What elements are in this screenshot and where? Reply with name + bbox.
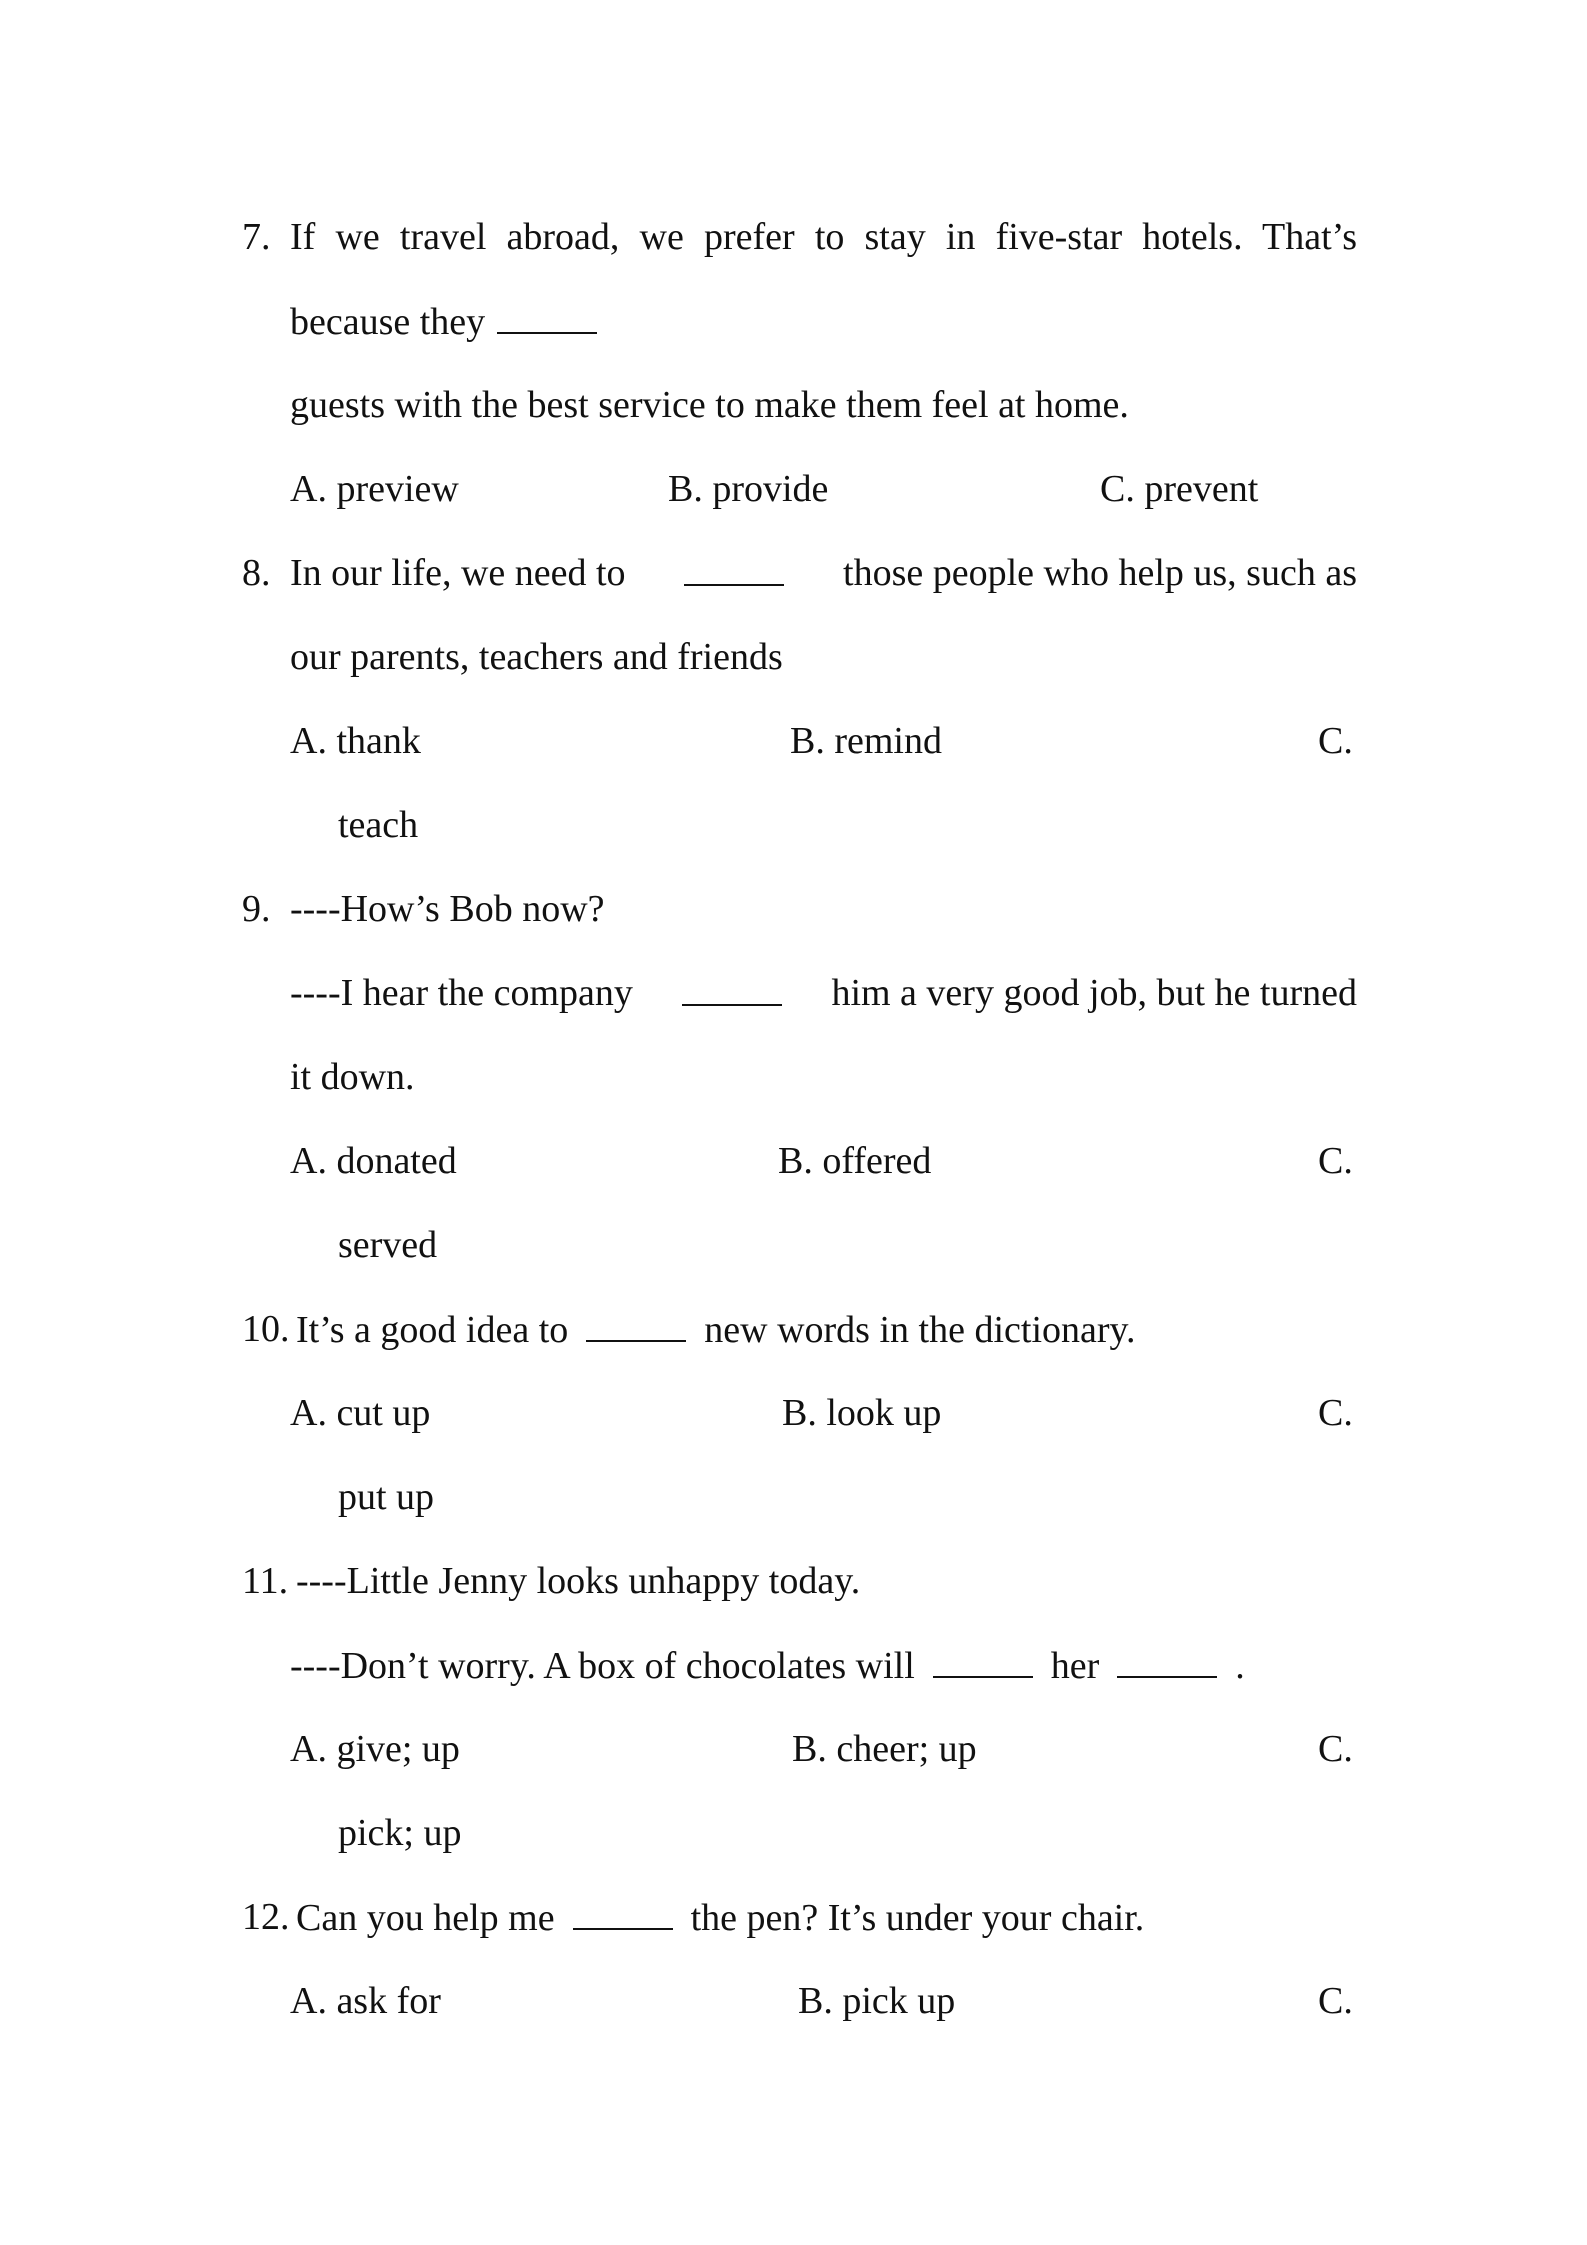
option-a: A. give; up: [290, 1728, 460, 1770]
answer-blank: [586, 1310, 686, 1342]
option-c-text: teach: [338, 804, 419, 846]
question-text-before: ----Don’t worry. A box of chocolates will: [290, 1645, 915, 1687]
question-text-end: .: [1235, 1645, 1245, 1687]
option-a: A. thank: [290, 720, 421, 762]
question-text-continued: our parents, teachers and friends: [290, 636, 783, 678]
question-number: 12.: [242, 1896, 290, 1938]
question-number: 8.: [242, 552, 271, 594]
option-c: C. prevent: [1100, 468, 1259, 510]
answer-blank: [497, 302, 597, 334]
option-a: A. donated: [290, 1140, 457, 1182]
option-c-label: C.: [1318, 1980, 1353, 2022]
question-text-after: the pen? It’s under your chair.: [690, 1897, 1145, 1939]
question-text: because they: [290, 301, 486, 343]
question-number: 10.: [242, 1308, 290, 1350]
question-text-before: ----I hear the company: [290, 972, 633, 1014]
question-text-continued: guests with the best service to make them feel at home.: [290, 384, 1129, 426]
question-text-after: him a very good job, but he turned: [831, 972, 1357, 1014]
option-b: B. look up: [782, 1392, 942, 1434]
question-text-before: Can you help me: [296, 1897, 555, 1939]
question-text-continued: [290, 302, 609, 341]
option-a: A. preview: [290, 468, 459, 510]
question-number: 9.: [242, 888, 271, 930]
question-text: [296, 1898, 1144, 1937]
question-text-continued: [290, 1646, 1245, 1685]
option-c-label: C.: [1318, 1140, 1353, 1182]
question-number: 11.: [242, 1560, 289, 1602]
question-text: If we travel abroad, we prefer to stay in five-star hotels. That’s: [290, 216, 1357, 258]
question-text-after: those people who help us, such as: [843, 552, 1357, 594]
question-text: [290, 554, 1357, 592]
question-text: [296, 1310, 1136, 1349]
option-c-label: C.: [1318, 1728, 1353, 1770]
option-b: B. offered: [778, 1140, 932, 1182]
question-text-middle: her: [1050, 1645, 1100, 1687]
answer-blank-2: [1117, 1646, 1217, 1678]
answer-blank: [573, 1898, 673, 1930]
answer-blank-1: [933, 1646, 1033, 1678]
question-text: ----Little Jenny looks unhappy today.: [296, 1560, 861, 1602]
option-c-text: pick; up: [338, 1812, 462, 1854]
option-c-text: served: [338, 1224, 438, 1266]
option-b: B. provide: [668, 468, 829, 510]
answer-blank: [684, 554, 784, 586]
answer-blank: [682, 974, 782, 1006]
question-text-before: In our life, we need to: [290, 552, 626, 594]
option-b: B. pick up: [798, 1980, 956, 2022]
question-text-continued: [290, 974, 1357, 1012]
question-text-before: It’s a good idea to: [296, 1309, 569, 1351]
option-a: A. ask for: [290, 1980, 441, 2022]
option-c-label: C.: [1318, 1392, 1353, 1434]
question-text-continued: it down.: [290, 1056, 415, 1098]
option-c-label: C.: [1318, 720, 1353, 762]
option-a: A. cut up: [290, 1392, 431, 1434]
option-b: B. remind: [790, 720, 942, 762]
option-b: B. cheer; up: [792, 1728, 977, 1770]
question-text: ----How’s Bob now?: [290, 888, 605, 930]
question-text-after: new words in the dictionary.: [704, 1309, 1136, 1351]
option-c-text: put up: [338, 1476, 435, 1518]
question-number: 7.: [242, 216, 271, 258]
